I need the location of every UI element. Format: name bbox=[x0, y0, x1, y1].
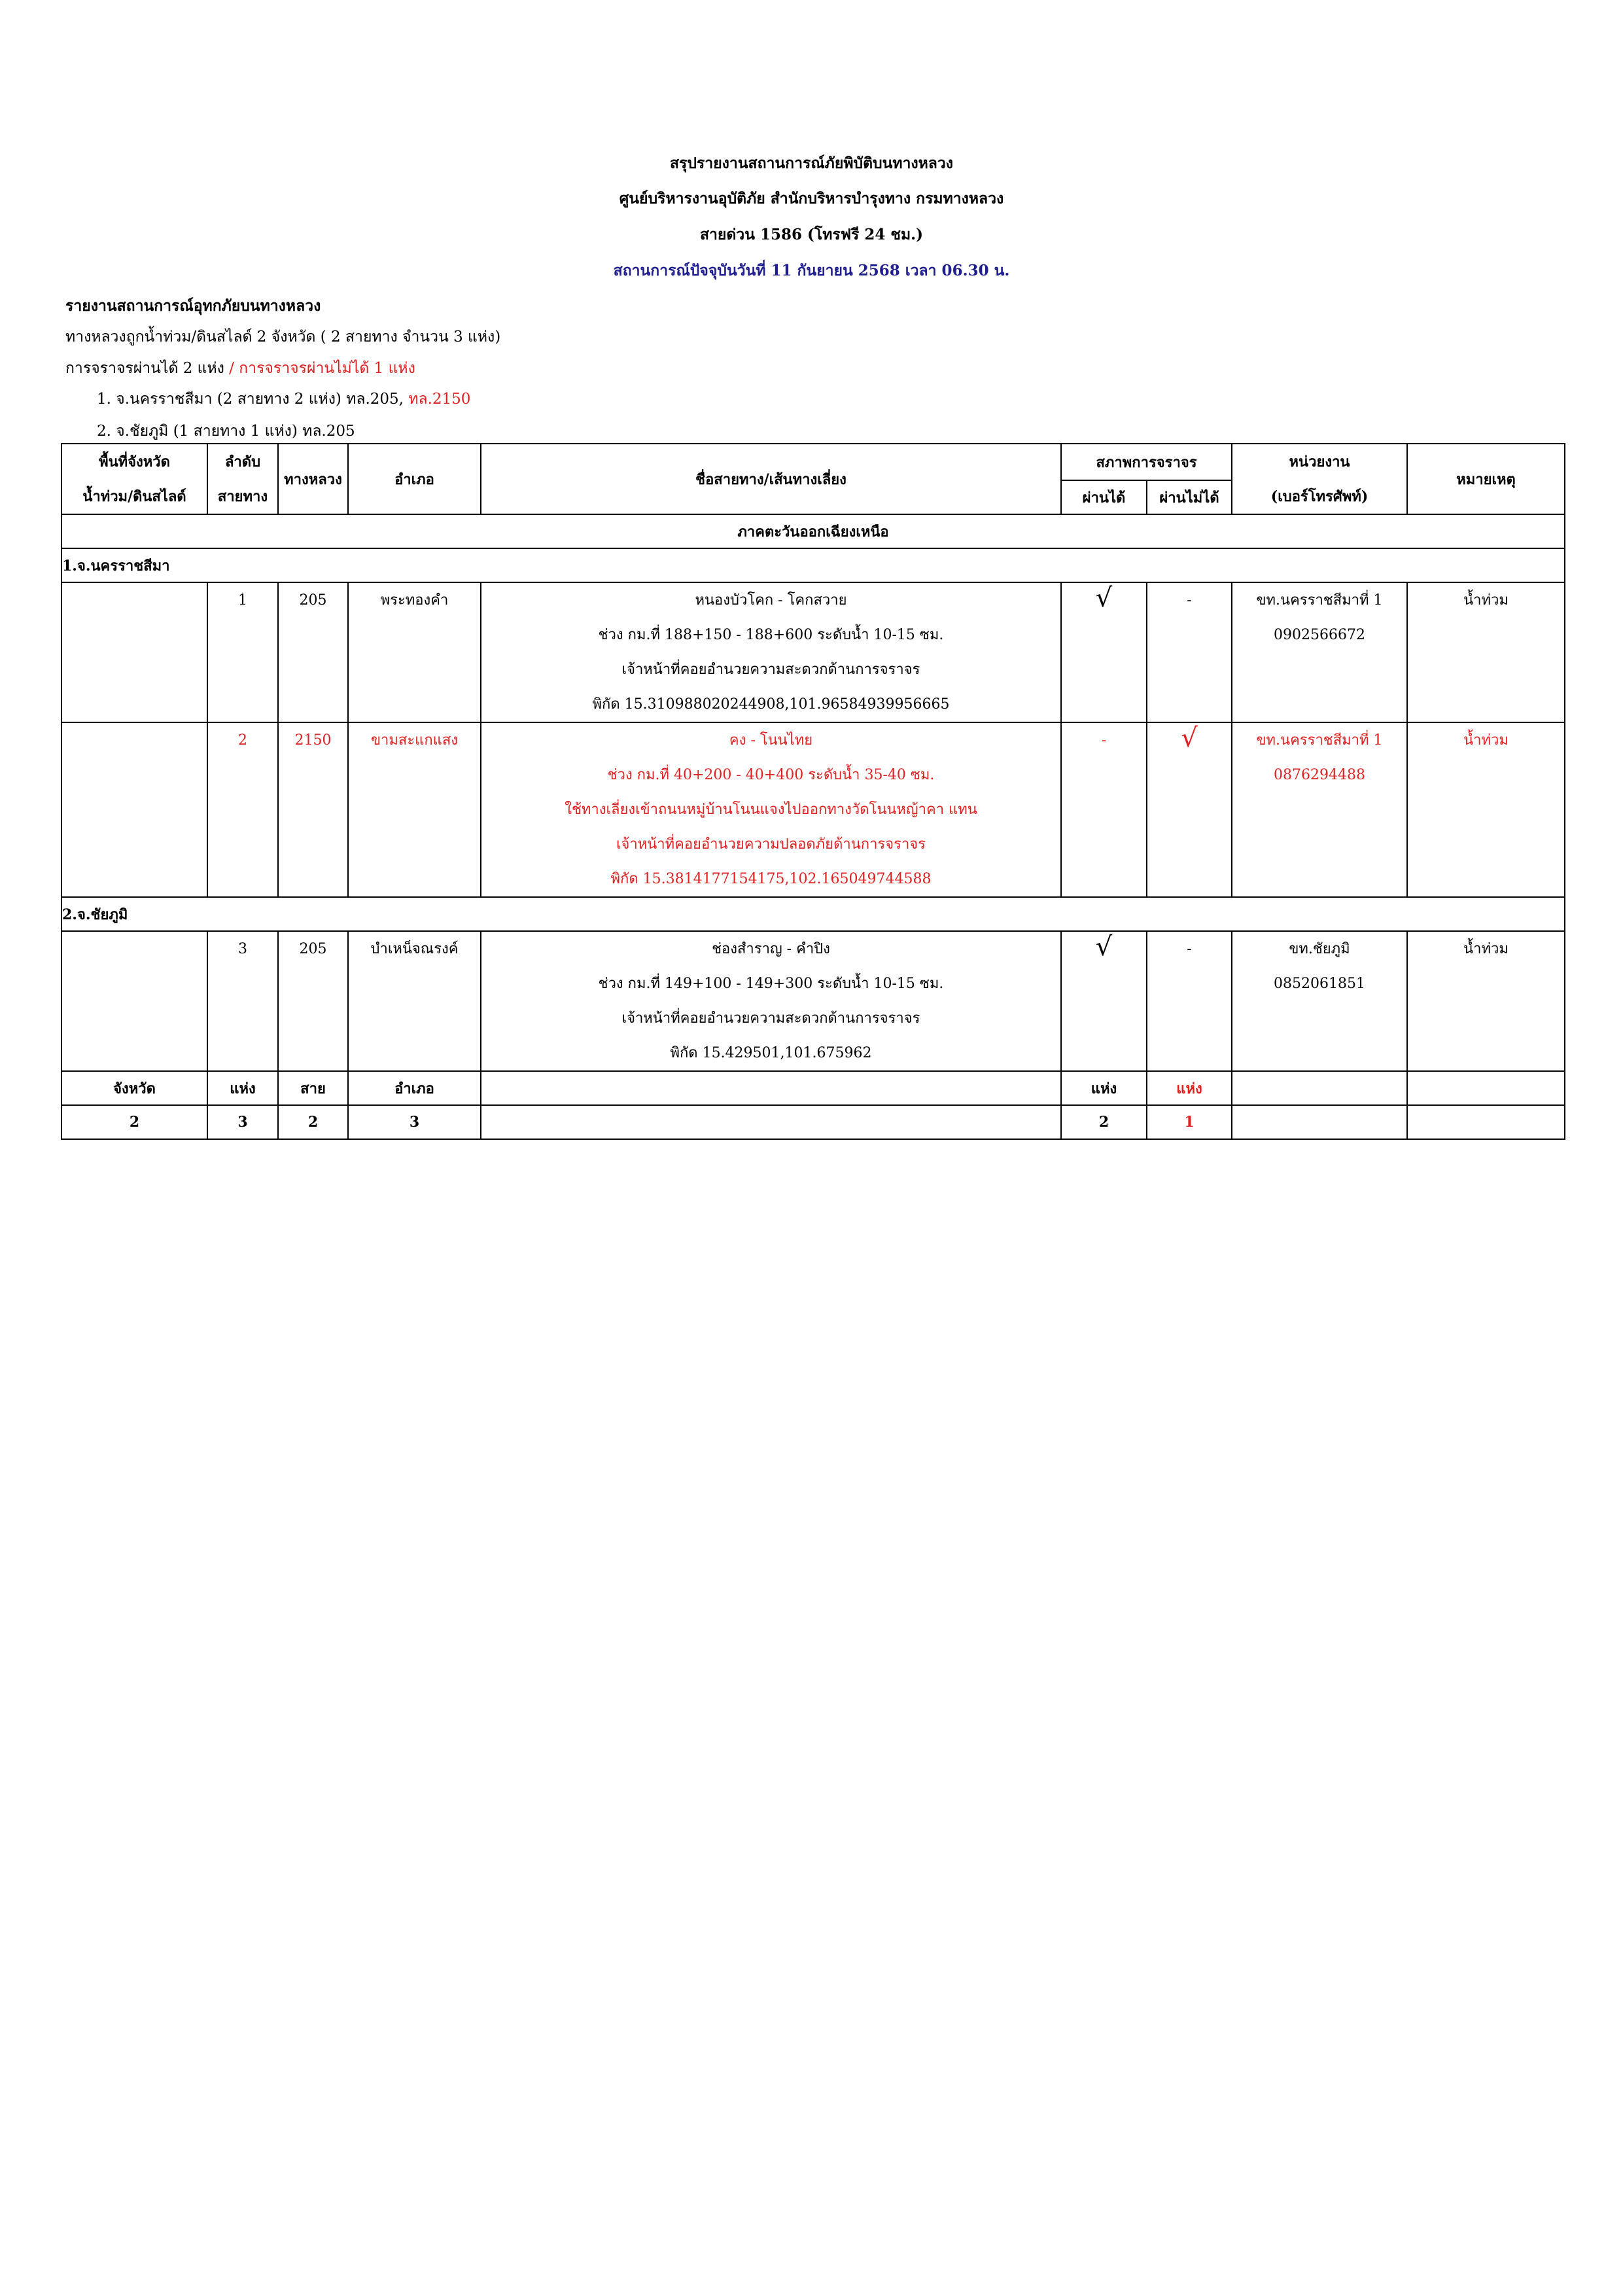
header-highway: ทางหลวง bbox=[278, 444, 348, 514]
center-name: ศูนย์บริหารงานอุบัติภัย สำนักบริหารบำรุงทาง กรมทางหลวง bbox=[619, 190, 1004, 207]
summary-value-provinces: 2 bbox=[61, 1105, 207, 1139]
header-seq-line1: ลำดับ bbox=[224, 453, 261, 470]
highway-cell: 205 bbox=[278, 582, 348, 722]
header-remark: หมายเหตุ bbox=[1407, 444, 1565, 514]
summary-label-empty bbox=[481, 1071, 1061, 1105]
region-name: ภาคตะวันออกเฉียงเหนือ bbox=[61, 514, 1565, 548]
pass-cell: - bbox=[1061, 722, 1147, 897]
intro-impassable: การจราจรผ่านไม่ได้ 1 แห่ง bbox=[239, 360, 415, 377]
intro-affected: ทางหลวงถูกน้ำท่วม/ดินสไลด์ 2 จังหวัด ( 2 สายทาง จำนวน 3 แห่ง) bbox=[65, 328, 501, 345]
hotline: สายด่วน 1586 (โทรฟรี 24 ชม.) bbox=[699, 226, 924, 243]
header-area-line2: น้ำท่วม/ดินสไลด์ bbox=[82, 488, 186, 505]
table-row bbox=[61, 582, 1565, 722]
summary-value-places: 3 bbox=[207, 1105, 278, 1139]
intro-item-1-text: 1. จ.นครราชสีมา (2 สายทาง 2 แห่ง) ทล.205, bbox=[97, 391, 409, 408]
summary-value-empty bbox=[1232, 1105, 1407, 1139]
header-pass: ผ่านได้ bbox=[1061, 480, 1147, 514]
header-traffic: สภาพการจราจร bbox=[1061, 444, 1232, 480]
incident-table bbox=[61, 443, 1565, 1140]
header-unit bbox=[1232, 444, 1407, 514]
header-area-line1: พื้นที่จังหวัด bbox=[99, 453, 170, 470]
unit-cell: ขท.นครราชสีมาที่ 1 0902566672 bbox=[1232, 582, 1407, 722]
summary-label-districts: อำเภอ bbox=[348, 1071, 481, 1105]
pass-mark: √ bbox=[1095, 583, 1113, 613]
summary-label-empty bbox=[1407, 1071, 1565, 1105]
header-route: ชื่อสายทาง/เส้นทางเลี่ยง bbox=[481, 444, 1061, 514]
header-unit-line2: (เบอร์โทรศัพท์) bbox=[1270, 488, 1369, 505]
intro-item-1 bbox=[97, 387, 470, 411]
summary-label-routes: สาย bbox=[278, 1071, 348, 1105]
intro-item-1-red: ทล.2150 bbox=[408, 391, 471, 408]
remark-cell: น้ำท่วม bbox=[1407, 582, 1565, 722]
area-cell bbox=[61, 722, 207, 897]
summary-value-empty bbox=[1407, 1105, 1565, 1139]
intro-title: รายงานสถานการณ์อุทกภัยบนทางหลวง bbox=[65, 297, 321, 315]
header-area bbox=[61, 444, 207, 514]
header-district: อำเภอ bbox=[348, 444, 481, 514]
remark-cell: น้ำท่วม bbox=[1407, 931, 1565, 1071]
highway-cell: 2150 bbox=[278, 722, 348, 897]
route-cell: ช่องสำราญ - คำปิง ช่วง กม.ที่ 149+100 - 149+300 ระดับน้ำ 10-15 ซม. เจ้าหน้าที่คอยอำนวยความสะดวกด้านการจราจร พิกัด 15.429501,101.675962 bbox=[481, 931, 1061, 1071]
nopass-mark: √ bbox=[1181, 723, 1198, 753]
summary-label-pass: แห่ง bbox=[1061, 1071, 1147, 1105]
unit-cell: ขท.ชัยภูมิ 0852061851 bbox=[1232, 931, 1407, 1071]
summary-label-nopass: แห่ง bbox=[1147, 1071, 1232, 1105]
nopass-cell: - bbox=[1147, 931, 1232, 1071]
intro-passable: การจราจรผ่านได้ 2 แห่ง bbox=[65, 360, 224, 377]
seq-cell: 1 bbox=[207, 582, 278, 722]
table-row bbox=[61, 931, 1565, 1071]
district-cell: ขามสะแกแสง bbox=[348, 722, 481, 897]
summary-values-row bbox=[61, 1105, 1565, 1139]
report-title: สรุปรายงานสถานการณ์ภัยพิบัติบนทางหลวง bbox=[669, 154, 954, 172]
summary-value-empty bbox=[481, 1105, 1061, 1139]
province-name: 1.จ.นครราชสีมา bbox=[61, 548, 1565, 582]
header-seq bbox=[207, 444, 278, 514]
seq-cell: 3 bbox=[207, 931, 278, 1071]
route-cell: หนองบัวโคก - โคกสวาย ช่วง กม.ที่ 188+150 - 188+600 ระดับน้ำ 10-15 ซม. เจ้าหน้าที่คอยอำนวยความสะดวกด้านการจราจร พิกัด 15.310988020244908,101.96584939956665 bbox=[481, 582, 1061, 722]
remark-cell: น้ำท่วม bbox=[1407, 722, 1565, 897]
status-datetime: สถานการณ์ปัจจุบันวันที่ 11 กันยายน 2568 เวลา 06.30 น. bbox=[613, 262, 1010, 279]
district-cell: พระทองคำ bbox=[348, 582, 481, 722]
province-name: 2.จ.ชัยภูมิ bbox=[61, 897, 1565, 931]
summary-label-places: แห่ง bbox=[207, 1071, 278, 1105]
header-seq-line2: สายทาง bbox=[217, 488, 268, 505]
header-unit-line1: หน่วยงาน bbox=[1289, 453, 1350, 470]
summary-label-provinces: จังหวัด bbox=[61, 1071, 207, 1105]
summary-value-districts: 3 bbox=[348, 1105, 481, 1139]
table-row bbox=[61, 722, 1565, 897]
header-nopass: ผ่านไม่ได้ bbox=[1147, 480, 1232, 514]
summary-label-empty bbox=[1232, 1071, 1407, 1105]
district-cell: บำเหน็จณรงค์ bbox=[348, 931, 481, 1071]
pass-mark: √ bbox=[1095, 932, 1113, 962]
area-cell bbox=[61, 582, 207, 722]
summary-value-nopass: 1 bbox=[1147, 1105, 1232, 1139]
pass-cell bbox=[1061, 931, 1147, 1071]
pass-cell bbox=[1061, 582, 1147, 722]
intro-traffic bbox=[65, 357, 415, 380]
area-cell bbox=[61, 931, 207, 1071]
summary-value-pass: 2 bbox=[1061, 1105, 1147, 1139]
unit-cell: ขท.นครราชสีมาที่ 1 0876294488 bbox=[1232, 722, 1407, 897]
summary-labels-row bbox=[61, 1071, 1565, 1105]
nopass-cell bbox=[1147, 722, 1232, 897]
seq-cell: 2 bbox=[207, 722, 278, 897]
intro-item-2: 2. จ.ชัยภูมิ (1 สายทาง 1 แห่ง) ทล.205 bbox=[97, 423, 355, 440]
summary-value-routes: 2 bbox=[278, 1105, 348, 1139]
intro-separator: / bbox=[224, 360, 239, 377]
route-cell: คง - โนนไทย ช่วง กม.ที่ 40+200 - 40+400 ระดับน้ำ 35-40 ซม. ใช้ทางเลี่ยงเข้าถนนหมู่บ้านโนนแจงไปออกทางวัดโนนหญ้าคา แทน เจ้าหน้าที่คอยอำนวยความปลอดภัยด้านการจราจร พิกัด 15.3814177154175,102.165049744588 bbox=[481, 722, 1061, 897]
highway-cell: 205 bbox=[278, 931, 348, 1071]
nopass-cell: - bbox=[1147, 582, 1232, 722]
